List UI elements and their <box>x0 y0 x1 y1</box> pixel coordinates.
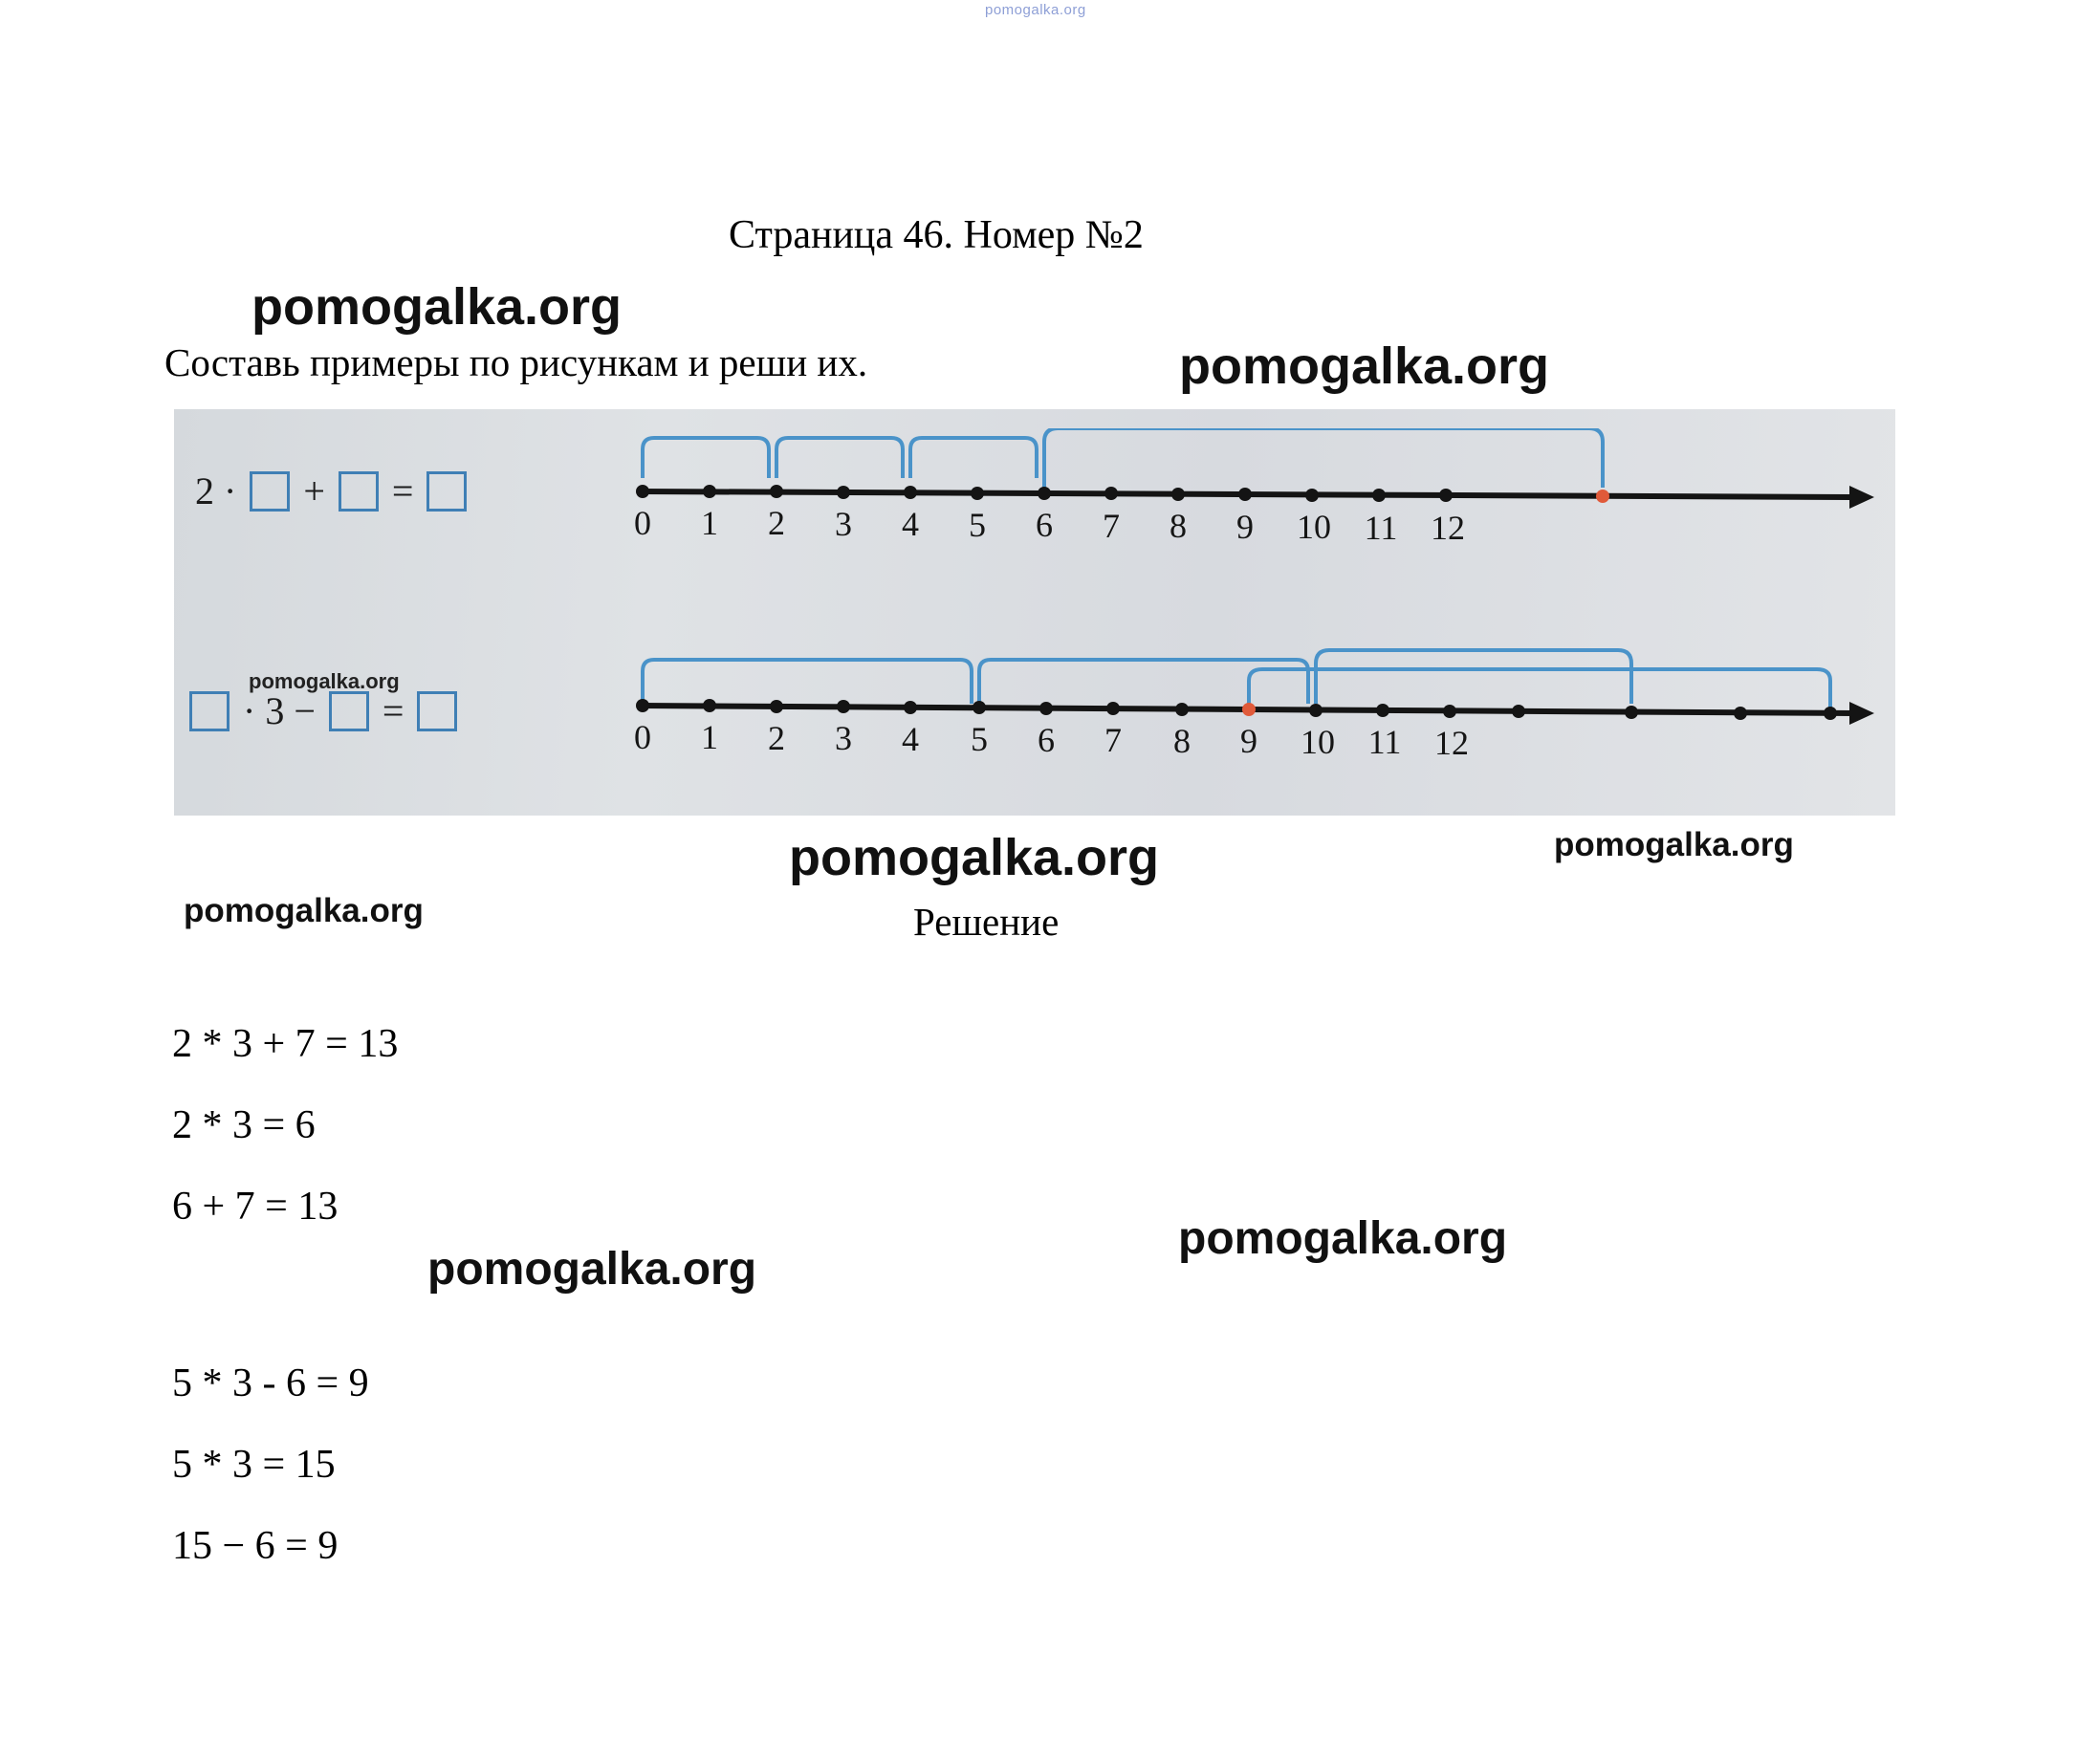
watermark-top: pomogalka.org <box>985 2 1086 18</box>
tick-label: 11 <box>1367 723 1402 761</box>
tick-label: 12 <box>1434 724 1469 762</box>
tick-label: 6 <box>1036 506 1053 544</box>
task-text: Составь примеры по рисункам и реши их. <box>164 340 868 384</box>
tick-label: 4 <box>902 505 919 543</box>
tick-label: 7 <box>1103 507 1120 545</box>
solution-line: 5 * 3 = 15 <box>172 1443 336 1487</box>
answer-box[interactable] <box>417 691 457 731</box>
tick-label: 10 <box>1297 508 1331 546</box>
answer-box[interactable] <box>250 471 290 512</box>
tick-label: 8 <box>1173 722 1191 760</box>
tick-label: 9 <box>1240 722 1257 760</box>
tick-label: 5 <box>971 720 988 758</box>
tick-label: 8 <box>1170 507 1187 545</box>
tick-label: 7 <box>1104 721 1122 759</box>
tick-label: 2 <box>768 504 785 542</box>
expression-row-1-part-2: + <box>303 469 325 512</box>
tick-label: 3 <box>835 719 852 757</box>
solution-label: Решение <box>913 900 1060 944</box>
tick-label: 3 <box>835 505 852 543</box>
expression-row-2 <box>189 688 457 733</box>
tick-label: 1 <box>701 504 718 542</box>
page-title: Страница 46. Номер №2 <box>729 213 1144 257</box>
watermark-8: pomogalka.org <box>1178 1213 1508 1264</box>
figure-scan <box>174 409 1895 816</box>
tick-label: 11 <box>1364 509 1398 547</box>
number-line-2 <box>623 646 1876 809</box>
expression-row-1 <box>195 468 467 513</box>
tick-label: 1 <box>701 718 718 756</box>
expression-row-2-part-2: = <box>382 689 404 732</box>
solution-line: 2 * 3 = 6 <box>172 1103 316 1147</box>
tick-label: 2 <box>768 719 785 757</box>
tick-label: 5 <box>969 506 986 544</box>
watermark-5: pomogalka.org <box>1554 826 1794 863</box>
tick-label: 6 <box>1038 721 1055 759</box>
tick-label: 0 <box>634 718 651 756</box>
tick-label: 4 <box>902 720 919 758</box>
answer-box[interactable] <box>189 691 230 731</box>
tick-label: 10 <box>1301 723 1335 761</box>
watermark-4: pomogalka.org <box>789 829 1160 886</box>
watermark-6: pomogalka.org <box>184 892 424 929</box>
answer-box[interactable] <box>339 471 379 512</box>
solution-line: 6 + 7 = 13 <box>172 1185 339 1229</box>
solution-line: 15 − 6 = 9 <box>172 1524 339 1568</box>
watermark-2: pomogalka.org <box>1179 338 1550 395</box>
expression-row-2-part-1: · 3 − <box>243 689 316 732</box>
number-line-1 <box>623 428 1876 591</box>
expression-row-1-part-3: = <box>391 469 414 512</box>
watermark-figure: pomogalka.org <box>249 669 400 693</box>
watermark-1: pomogalka.org <box>251 278 623 336</box>
solution-line: 5 * 3 - 6 = 9 <box>172 1361 369 1405</box>
tick-label: 9 <box>1236 508 1254 546</box>
answer-box[interactable] <box>426 471 467 512</box>
watermark-7: pomogalka.org <box>427 1244 757 1295</box>
solution-line: 2 * 3 + 7 = 13 <box>172 1022 399 1066</box>
tick-label: 0 <box>634 504 651 542</box>
answer-box[interactable] <box>329 691 369 731</box>
tick-label: 12 <box>1431 509 1465 547</box>
expression-row-1-part-1: 2 · <box>195 469 237 512</box>
